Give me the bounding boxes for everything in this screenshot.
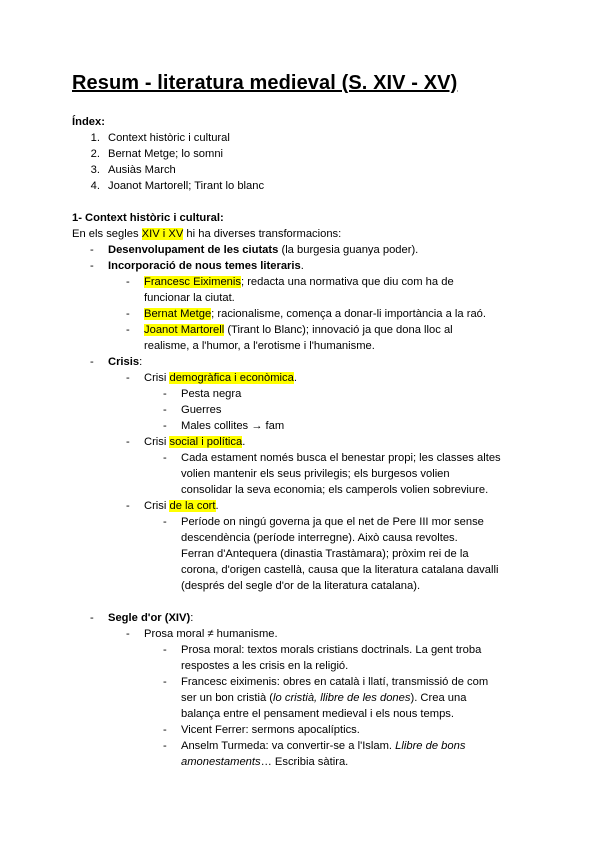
text-span: En els segles [72, 228, 142, 240]
bullet-periode-cont: (després del segle d'or de la literatura catalana). [181, 580, 421, 592]
page-title: Resum - literatura medieval (S. XIV - XV) [72, 72, 458, 94]
bullet-dash: - [163, 388, 167, 400]
bullet-dash: - [163, 644, 167, 656]
index-item: Bernat Metge; lo somni [108, 148, 224, 160]
bullet-periode: Període on ningú governa ja que el net de Pere III mor sense [181, 516, 484, 528]
bullet-eiximenis-obres: Francesc eiximenis: obres en català i llatí, transmissió de com [181, 676, 489, 688]
bullet-estament-cont: volien mantenir els seus privilegis; els burgesos volien [181, 468, 450, 480]
text-span: . [300, 260, 304, 272]
highlighted-text: demogràfica i econòmica [169, 372, 294, 384]
text-span: ; redacta una normativa que diu com ha de [240, 276, 454, 288]
bullet-dash: - [90, 612, 94, 624]
bullet-ferrer: Vicent Ferrer: sermons apocalíptics. [181, 724, 360, 736]
bullet-dash: - [163, 420, 167, 432]
highlighted-text: de la cort [169, 500, 216, 512]
bullet-periode-cont: Ferran d'Antequera (dinastia Trastàmara); pròxim rei de la [181, 548, 469, 560]
bullet-periode-cont: corona, d'origen castellà, causa que la literatura catalana davalli [181, 564, 499, 576]
text-span: : [190, 612, 194, 624]
text-span: : [139, 356, 143, 368]
bullet-dash: - [126, 308, 130, 320]
italic-text: amonestaments [181, 756, 261, 768]
index-item: Ausiàs March [108, 164, 176, 176]
highlighted-text: XIV i XV [141, 228, 184, 240]
bullet-prosa-def: Prosa moral: textos morals cristians doctrinals. La gent troba [181, 644, 482, 656]
bullet-martorell-cont: realisme, a l'humor, a l'erotisme i l'humanisme. [144, 340, 375, 352]
bullet-prosa-moral: Prosa moral ≠ humanisme. [144, 628, 278, 640]
bullet-dash: - [126, 324, 130, 336]
index-number: 1. [90, 132, 100, 144]
text-span: . [242, 436, 246, 448]
text-span: ser un bon cristià ( [181, 692, 274, 704]
bullet-ciutats [108, 242, 418, 258]
bullet-eiximenis-cont: funcionar la ciutat. [144, 292, 235, 304]
text-span: (Tirant lo Blanc); innovació ja que dona lloc al [224, 324, 453, 336]
bullet-dash: - [90, 244, 94, 256]
bullet-temes [108, 258, 304, 274]
bullet-crisi-social [144, 434, 245, 450]
bullet-crisis [108, 354, 142, 370]
bullet-guerres: Guerres [181, 404, 222, 416]
bold-text: Incorporació de nous temes literaris [108, 260, 301, 272]
bullet-dash: - [90, 260, 94, 272]
index-heading: Índex: [72, 116, 105, 128]
bullet-eiximenis-obres-cont: balança entre el pensament medieval i els nous temps. [181, 708, 455, 720]
bullet-martorell [144, 322, 453, 338]
text-span: Crisi [144, 500, 170, 512]
bullet-dash: - [126, 628, 130, 640]
italic-text: lo cristià, llibre de les dones [273, 692, 411, 704]
highlighted-text: Bernat Metge [144, 308, 212, 320]
text-span: ). Crea una [410, 692, 467, 704]
bullet-prosa-def-cont: respostes a les crisis en la religió. [181, 660, 349, 672]
text-span: Crisi [144, 436, 170, 448]
bullet-pesta: Pesta negra [181, 388, 242, 400]
highlighted-text: Joanot Martorell [144, 324, 225, 336]
bullet-dash: - [163, 452, 167, 464]
italic-text: Llibre de bons [395, 740, 466, 752]
text-span: (la burgesia guanya poder). [278, 244, 419, 256]
bullet-turmeda [181, 738, 465, 754]
bullet-dash: - [163, 724, 167, 736]
text-span: ; racionalisme, comença a donar-li importància a la raó. [211, 308, 487, 320]
bullet-dash: - [126, 436, 130, 448]
index-number: 3. [90, 164, 100, 176]
section-heading: 1- Context històric i cultural: [72, 212, 224, 224]
index-item: Joanot Martorell; Tirant lo blanc [108, 180, 265, 192]
bullet-estament-cont: consolidar la seva economia; els camperols volien sobreviure. [181, 484, 489, 496]
text-span: . [293, 372, 297, 384]
bullet-dash: - [163, 516, 167, 528]
bullet-crisi-demografica [144, 370, 297, 386]
text-span: Crisi [144, 372, 170, 384]
bullet-turmeda-cont [181, 754, 348, 770]
bullet-segle-or [108, 610, 193, 626]
bullet-eiximenis [144, 274, 454, 290]
bullet-dash: - [126, 276, 130, 288]
bold-text: Segle d'or (XIV) [108, 612, 191, 624]
bullet-periode-cont: descendència (període interregne). Això causa revoltes. [181, 532, 458, 544]
bullet-collites: Males collites → fam [181, 420, 285, 432]
bullet-metge [144, 306, 486, 322]
bullet-dash: - [163, 404, 167, 416]
bold-text: Crisis [108, 356, 140, 368]
bullet-eiximenis-obres-cont [181, 690, 466, 706]
bullet-dash: - [163, 676, 167, 688]
text-span: hi ha diverses transformacions: [183, 228, 342, 240]
bullet-crisi-cort [144, 498, 219, 514]
highlighted-text: social i política [169, 436, 243, 448]
bullet-dash: - [126, 500, 130, 512]
bullet-dash: - [126, 372, 130, 384]
index-number: 4. [90, 180, 100, 192]
bullet-estament: Cada estament només busca el benestar propi; les classes altes [181, 452, 501, 464]
bullet-dash: - [163, 740, 167, 752]
highlighted-text: Francesc Eiximenis [144, 276, 241, 288]
bold-text: Desenvolupament de les ciutats [108, 244, 279, 256]
index-number: 2. [90, 148, 100, 160]
text-span: … Escribia sàtira. [260, 756, 349, 768]
text-span: Anselm Turmeda: va convertir-se a l'Islam. [181, 740, 396, 752]
section-intro [72, 226, 341, 242]
bullet-dash: - [90, 356, 94, 368]
text-span: . [215, 500, 219, 512]
index-item: Context històric i cultural [108, 132, 230, 144]
